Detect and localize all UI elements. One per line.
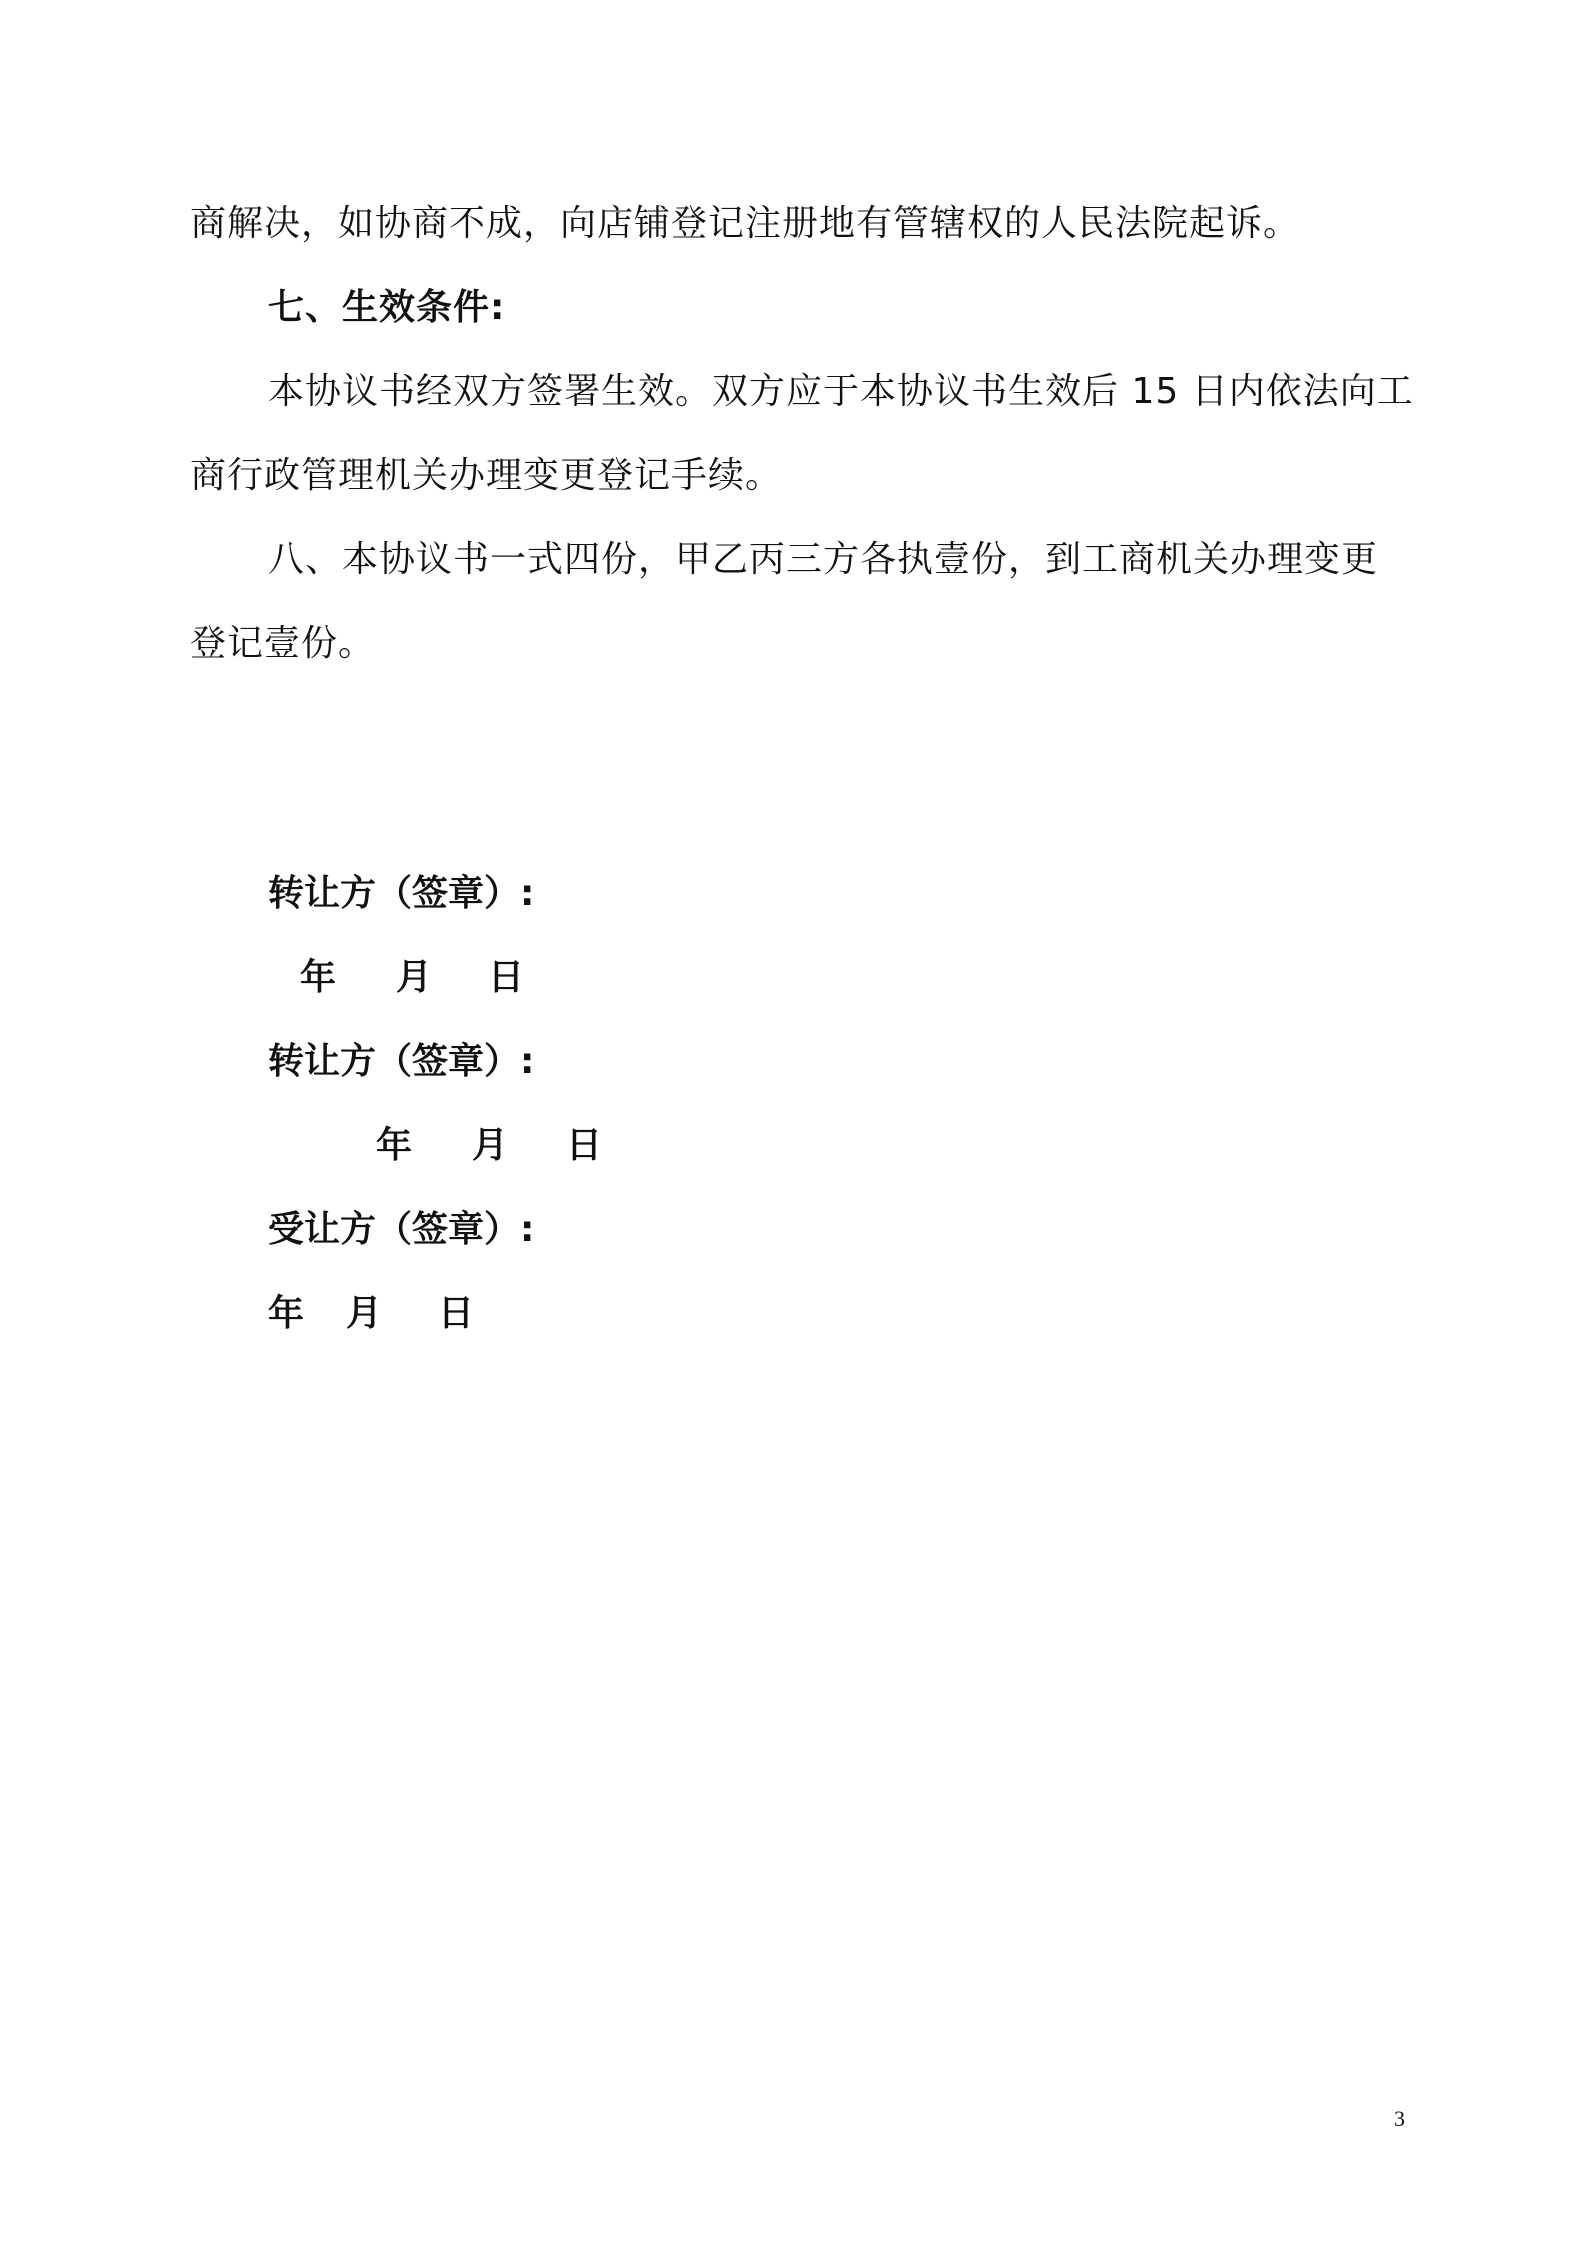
date-line — [0, 954, 800, 1002]
signature-label: 转让方（签章）: — [268, 873, 535, 914]
day-label: 日 — [488, 957, 525, 998]
signature-label: 转让方（签章）: — [268, 1041, 535, 1082]
year-label: 年 — [376, 1125, 413, 1166]
signature-label: 受让方（签章）: — [268, 1209, 535, 1250]
date-line — [0, 1122, 800, 1170]
section-heading: 七、生效条件: — [268, 287, 506, 328]
year-label: 年 — [300, 957, 337, 998]
day-label: 日 — [566, 1125, 603, 1166]
date-line — [0, 1290, 800, 1338]
body-text-line: 商解决，如协商不成，向店铺登记注册地有管辖权的人民法院起诉。 — [190, 203, 1301, 244]
body-text-line: 登记壹份。 — [190, 623, 376, 664]
month-label: 月 — [346, 1293, 383, 1334]
body-text-line: 八、本协议书一式四份，甲乙丙三方各执壹份，到工商机关办理变更 — [268, 539, 1379, 580]
month-label: 月 — [472, 1125, 509, 1166]
body-text-line: 本协议书经双方签署生效。双方应于本协议书生效后 15 日内依法向工 — [268, 371, 1414, 412]
body-text-line: 商行政管理机关办理变更登记手续。 — [190, 455, 783, 496]
year-label: 年 — [268, 1293, 305, 1334]
month-label: 月 — [396, 957, 433, 998]
day-label: 日 — [438, 1293, 475, 1334]
page-number: 3 — [1394, 2106, 1405, 2131]
